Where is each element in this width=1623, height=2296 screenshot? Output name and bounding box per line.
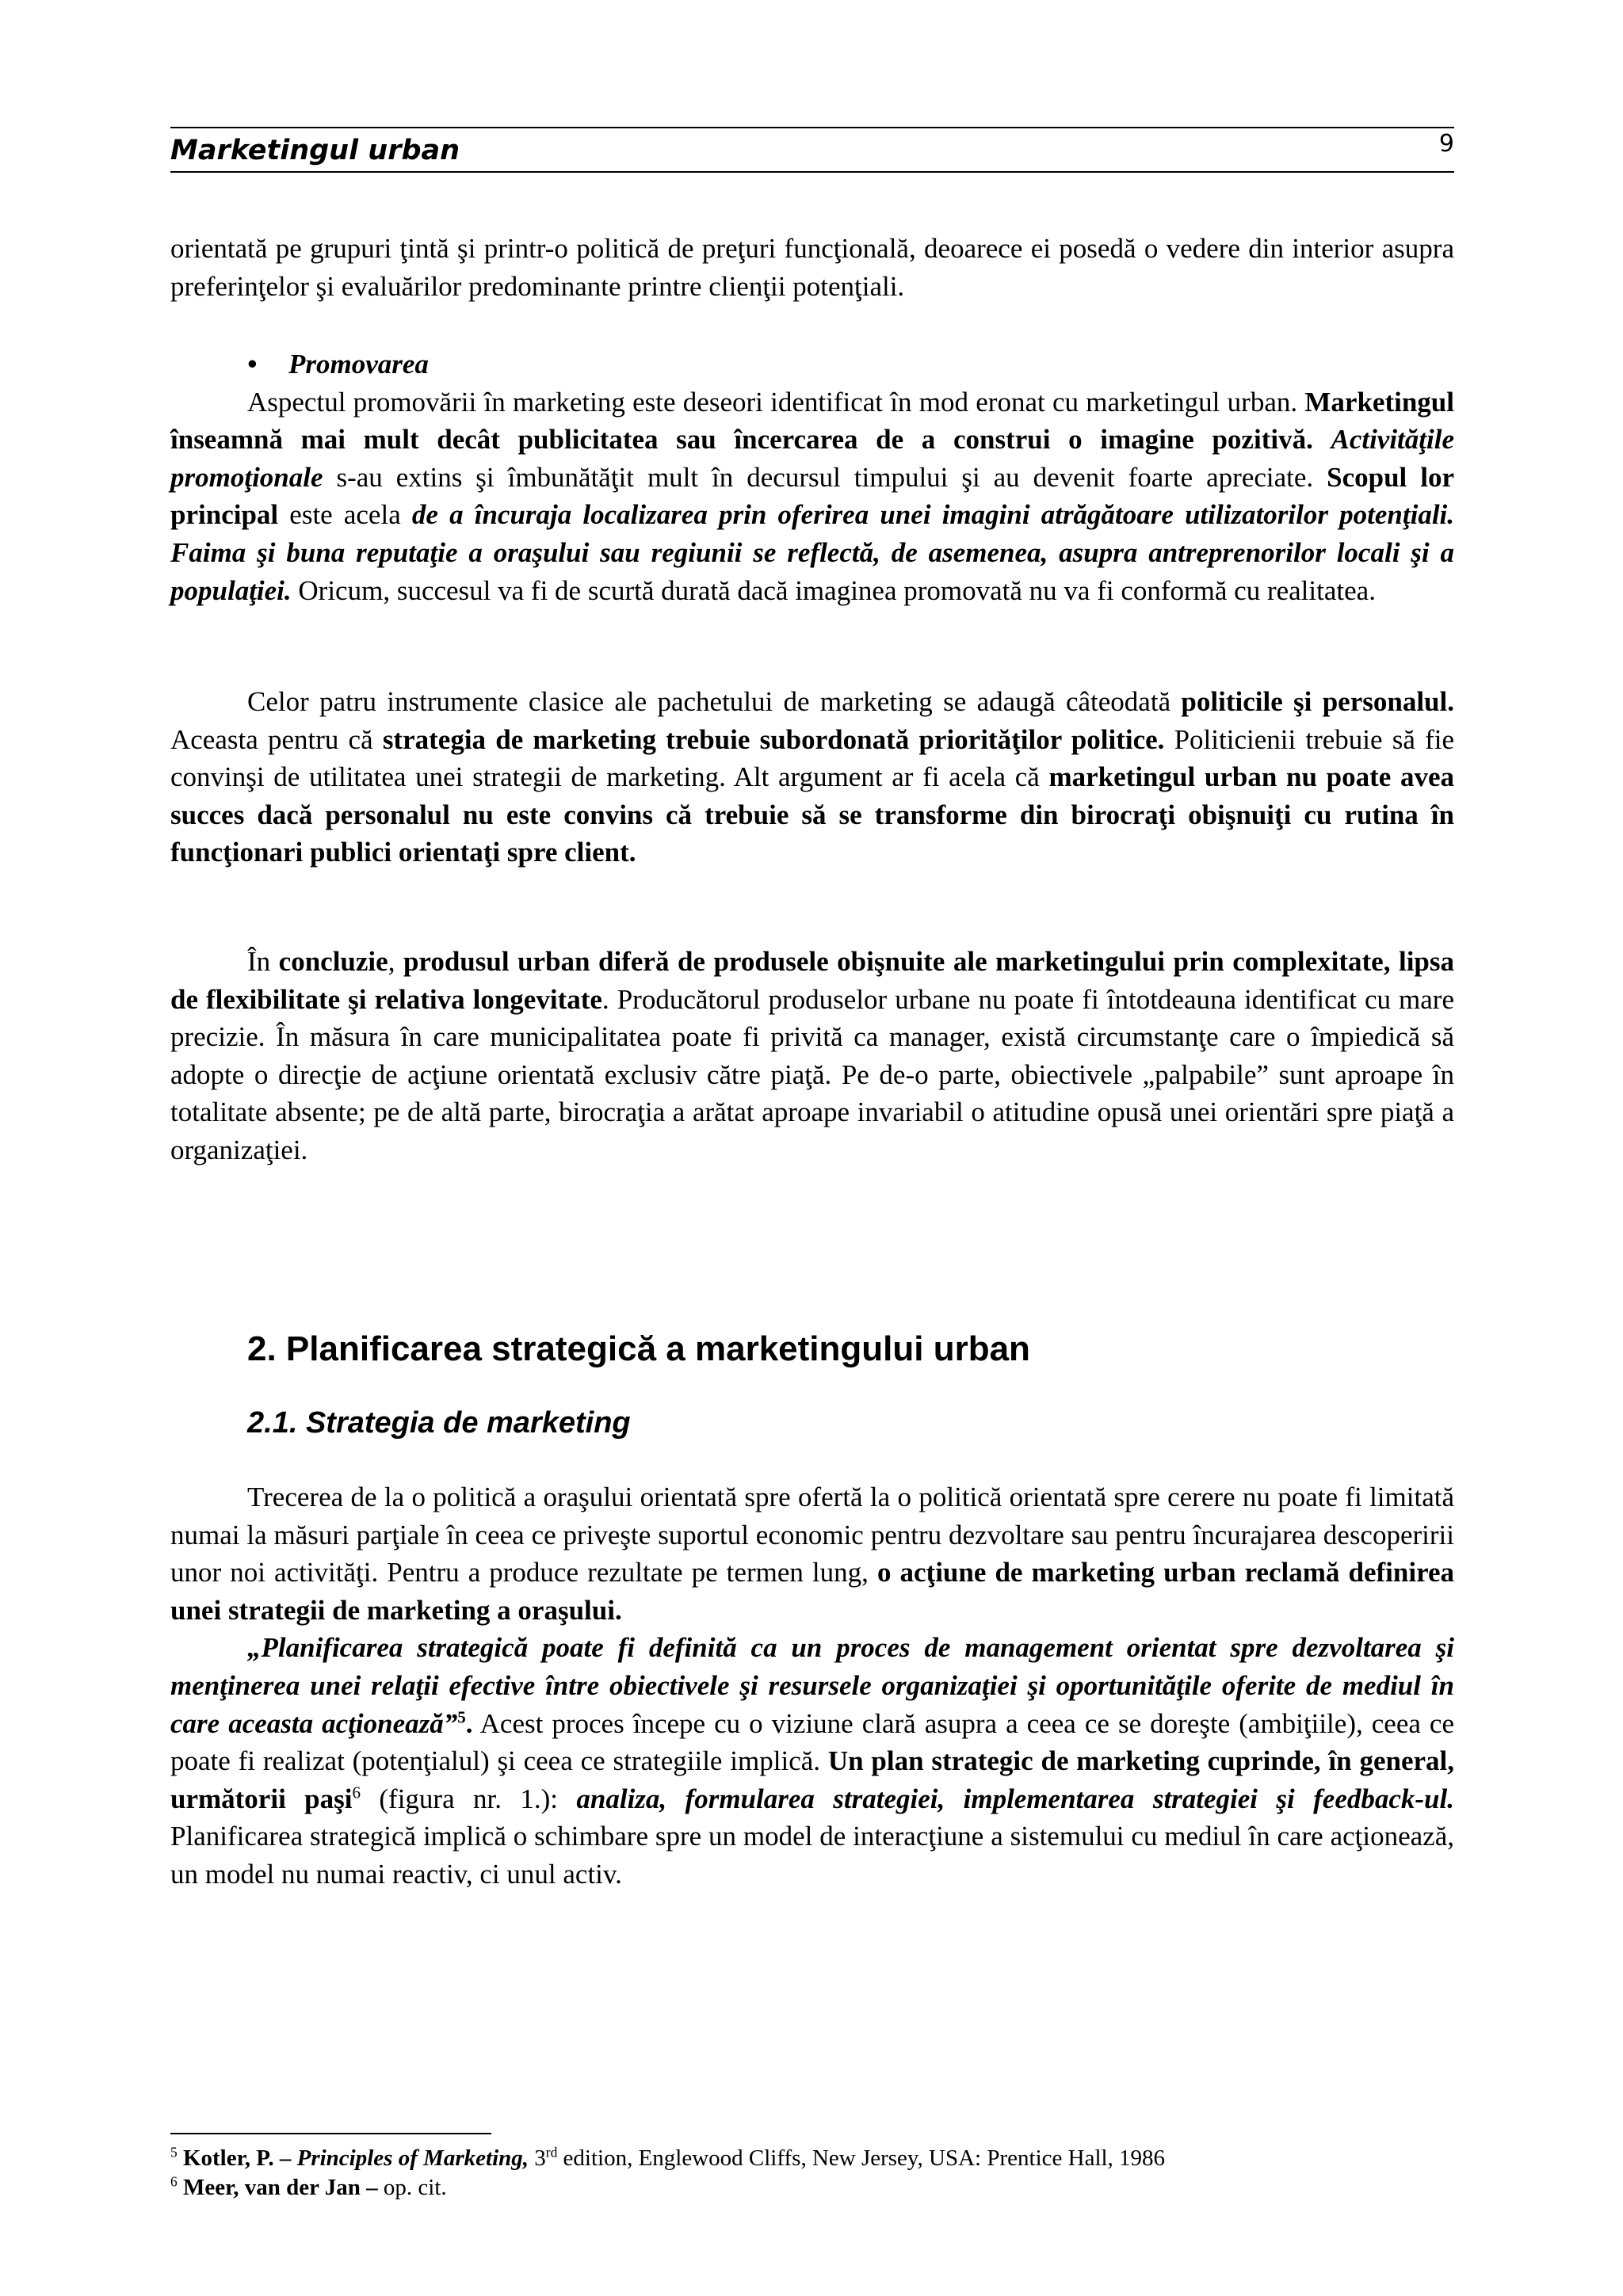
footnote-item: $^5$ Kotler, P. – Principles of Marketing, 3rd edition, Englewood Cliffs, New Jersey, USA: Prentice Hall, 1986: [170, 2144, 1166, 2171]
footnote-item: $^6$ Meer, van der Jan – op. cit.: [170, 2173, 447, 2200]
paragraph-planning: „Planificarea strategică poate fi definită ca un proces de management orientat spre dezvoltarea şi menţinerea unei relaţii efective între obiectivele şi resursele organizaţiei şi oportunităţile oferite de mediul în care aceasta acţionează”$^5$. Acest proces începe cu o viziune clară asupra a ceea ce se doreşte (ambiţiile), ceea ce poate fi realizat (potenţialul) şi ceea ce strategiile implică. Un plan strategic de marketing cuprinde, în general, următorii paşi$^6$ (figura nr. 1.): analiza, formularea strategiei, implementarea strategiei şi feedback-ul. Planificarea strategică implică o schimbare spre un model de interacţiune a sistemului cu mediul în care acţionează, un model nu numai reactiv, ci unul activ.: [170, 1632, 1454, 1890]
bullet-icon: •: [247, 349, 258, 379]
paragraph-continuation: [170, 230, 1454, 305]
running-header: [170, 127, 1454, 173]
footnote-ref[interactable]: 6: [352, 1783, 361, 1802]
bullet-label: Promovarea: [288, 349, 429, 379]
paragraph-conclusion: În concluzie, produsul urban diferă de produsele obişnuite ale marketingului prin complexitate, lipsa de flexibilitate şi relativa longevitate. Producătorul produselor urbane nu poate fi întotdeauna identificat cu mare precizie. În măsura în care municipalitatea poate fi privită ca manager, există circumstanţe care o împiedică să adopte o direcţie de acţiune orientată exclusiv către piaţă. Pe de-o parte, obiectivele „palpabile” sunt aproape în totalitate absente; pe de altă parte, birocraţia a arătat aproape invariabil o atitudine opusă unei orientări spre piaţă a organizaţiei.: [170, 946, 1455, 1165]
promotion-section: [170, 345, 1454, 609]
footnote-separator: [170, 2133, 491, 2134]
footnote-ref[interactable]: 5: [457, 1707, 466, 1726]
paragraph-promotion: Aspectul promovării în marketing este deseori identificat în mod eronat cu marketingul urban. Marketingul înseamnă mai mult decât publicitatea sau încercarea de a construi o imagine pozitivă. Activităţile promoţionale s-au extins şi îmbunătăţit mult în decursul timpului şi au devenit foarte apreciate. Scopul lor principal este acela de a încuraja localizarea prin oferirea unei imagini atrăgătoare utilizatorilor potenţiali. Faima şi buna reputaţie a oraşului sau regiunii se reflectă, de asemenea, asupra antreprenorilor locali şi a populaţiei. Oricum, succesul va fi de scurtă durată dacă imaginea promovată nu va fi conformă cu realitatea.: [170, 386, 1455, 606]
paragraph-policies: Celor patru instrumente clasice ale pachetului de marketing se adaugă câteodată politicile şi personalul. Aceasta pentru că strategia de marketing trebuie subordonată priorităţilor politice. Politicienii trebuie să fie convinşi de utilitatea unei strategii de marketing. Alt argument ar fi acela că marketingul urban nu poate avea succes dacă personalul nu este convins că trebuie să se transforme din birocraţi obişnuiţi cu rutina în funcţionari publici orientaţi spre client.: [170, 686, 1454, 868]
subsection-heading: 2.1. Strategia de marketing: [247, 1406, 631, 1440]
footnotes: [170, 2144, 1454, 2203]
page-number: 9: [1438, 130, 1454, 158]
running-title: Marketingul urban: [170, 135, 460, 166]
paragraph-text: orientată pe grupuri ţintă şi printr-o politică de preţuri funcţională, deoarece ei posedă o vedere din interior asupra preferinţelor şi evaluărilor predominante printre clienţii potenţiali.: [170, 233, 1454, 302]
paragraph-strategy: Trecerea de la o politică a oraşului orientată spre ofertă la o politică orientată spre cerere nu poate fi limitată numai la măsuri parţiale în ceea ce priveşte suportul economic pentru dezvoltare sau pentru încurajarea descoperirii unor noi activităţi. Pentru a produce rezultate pe termen lung, o acţiune de marketing urban reclamă definirea unei strategii de marketing a oraşului. „Planificarea strategică poate fi definită ca un proces de management orientat spre dezvoltarea şi menţinerea unei relaţii efective între obiectivele şi resursele organizaţiei şi oportunităţile oferite de mediul în care aceasta acţionează”$^5$. Acest proces începe cu o viziune clară asupra a ceea ce se doreşte (ambiţiile), ceea ce poate fi realizat (potenţialul) şi ceea ce strategiile implică. Un plan strategic de marketing cuprinde, în general, următorii paşi$^6$ (figura nr. 1.): analiza, formularea strategiei, implementarea strategiei şi feedback-ul. Planificarea strategică implică o schimbare spre un model de interacţiune a sistemului cu mediul în care acţionează, un model nu numai reactiv, ci unul activ.: [170, 1478, 1454, 1894]
section-heading: 2. Planificarea strategică a marketingului urban: [247, 1329, 1030, 1368]
bullet-item: [170, 345, 1454, 383]
